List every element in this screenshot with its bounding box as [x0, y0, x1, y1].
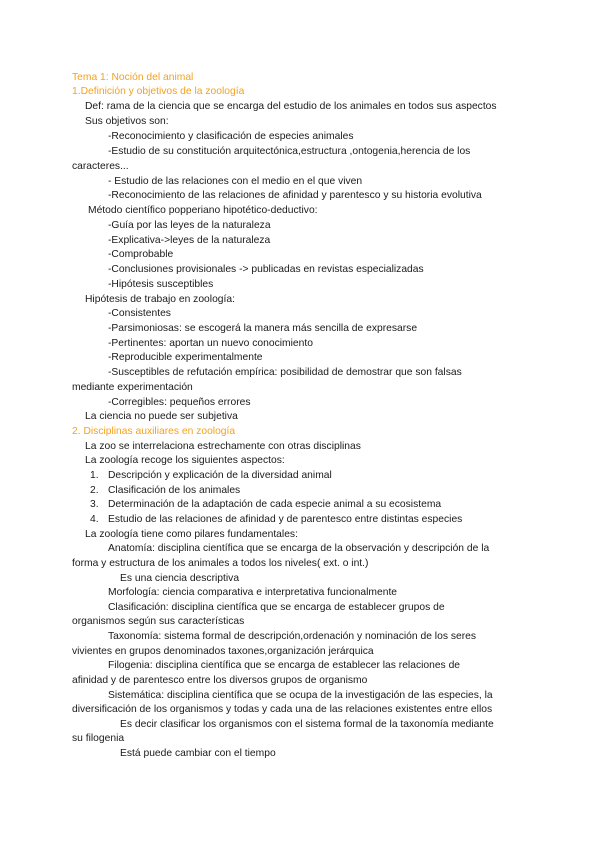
numbered-list-item: [90, 498, 441, 511]
objective-item-continued: caracteres...: [72, 161, 129, 172]
objective-item: - Estudio de las relaciones con el medio en el que viven: [108, 176, 363, 187]
list-number: 2.: [90, 485, 99, 496]
hypothesis-intro: Hipótesis de trabajo en zoología:: [85, 294, 235, 305]
hypothesis-item: -Consistentes: [108, 308, 171, 319]
objectives-intro: Sus objetivos son:: [85, 116, 169, 127]
hypothesis-item: -Corregibles: pequeños errores: [108, 397, 251, 408]
list-text: Determinación de la adaptación de cada especie animal a su ecosistema: [108, 499, 442, 510]
method-item: -Hipótesis susceptibles: [108, 279, 214, 290]
section-2-heading: 2. Disciplinas auxiliares en zoología: [72, 426, 236, 437]
pillar-continued: forma y estructura de los animales a todos los niveles( ext. o int.): [72, 558, 369, 569]
pillar-continued: organismos según sus características: [72, 616, 245, 627]
numbered-list-item: [90, 469, 332, 482]
pillar-continued: vivientes en grupos denominados taxones,organización jerárquica: [72, 646, 374, 657]
hypothesis-item: -Susceptibles de refutación empírica: posibilidad de demostrar que son falsas: [108, 367, 462, 378]
list-text: Estudio de las relaciones de afinidad y de parentesco entre distintas especies: [108, 514, 463, 525]
method-item: -Comprobable: [108, 249, 174, 260]
pillar-note: Es una ciencia descriptiva: [120, 573, 240, 584]
pillar-continued: su filogenia: [72, 733, 125, 744]
hypothesis-item: -Reproducible experimentalmente: [108, 352, 263, 363]
method-item: -Conclusiones provisionales -> publicadas en revistas especializadas: [108, 264, 424, 275]
numbered-list-item: [90, 484, 240, 497]
pillar-continued: diversificación de los organismos y todas y cada una de las relaciones existentes entre ellos: [72, 704, 493, 715]
pillar-anatomia: Anatomía: disciplina científica que se encarga de la observación y descripción de la: [108, 543, 490, 554]
definition-line: Def: rama de la ciencia que se encarga del estudio de los animales en todos sus aspectos: [85, 101, 497, 112]
hypothesis-item-continued: mediante experimentación: [72, 382, 193, 393]
paragraph: La zoología tiene como pilares fundamentales:: [85, 529, 298, 540]
pillar-filogenia: Filogenia: disciplina científica que se encarga de establecer las relaciones de: [108, 660, 461, 671]
hypothesis-item: -Pertinentes: aportan un nuevo conocimiento: [108, 338, 313, 349]
pillar-taxonomia: Taxonomía: sistema formal de descripción,ordenación y nominación de los seres: [108, 631, 477, 642]
method-item: -Guía por las leyes de la naturaleza: [108, 220, 271, 231]
topic-title: Tema 1: Noción del animal: [72, 72, 194, 83]
objective-item: -Reconocimiento y clasificación de especies animales: [108, 131, 354, 142]
pillar-note: Está puede cambiar con el tiempo: [120, 748, 276, 759]
paragraph: La zoología recoge los siguientes aspectos:: [85, 455, 285, 466]
method-item: -Explicativa->leyes de la naturaleza: [108, 235, 271, 246]
objective-item: -Reconocimiento de las relaciones de afinidad y parentesco y su historia evolutiva: [108, 190, 482, 201]
list-number: 4.: [90, 514, 99, 525]
hypothesis-item: -Parsimoniosas: se escogerá la manera más sencilla de expresarse: [108, 323, 418, 334]
closing-statement: La ciencia no puede ser subjetiva: [85, 411, 238, 422]
pillar-morfologia: Morfología: ciencia comparativa e interpretativa funcionalmente: [108, 587, 398, 598]
numbered-list-item: [90, 513, 462, 526]
list-number: 3.: [90, 499, 99, 510]
list-text: Clasificación de los animales: [108, 485, 241, 496]
objective-item: -Estudio de su constitución arquitectónica,estructura ,ontogenia,herencia de los: [108, 146, 471, 157]
pillar-clasificacion: Clasificación: disciplina científica que se encarga de establecer grupos de: [108, 602, 445, 613]
list-text: Descripción y explicación de la diversidad animal: [108, 470, 332, 481]
paragraph: La zoo se interrelaciona estrechamente con otras disciplinas: [85, 441, 361, 452]
method-intro: Método científico popperiano hipotético-deductivo:: [88, 205, 318, 216]
section-1-heading: 1.Definición y objetivos de la zoología: [72, 86, 245, 97]
pillar-sistematica: Sistemática: disciplina científica que se ocupa de la investigación de las especies, la: [108, 690, 493, 701]
list-number: 1.: [90, 470, 99, 481]
pillar-continued: afinidad y de parentesco entre los diversos grupos de organismo: [72, 675, 368, 686]
pillar-note: Es decir clasificar los organismos con el sistema formal de la taxonomía mediante: [120, 719, 494, 730]
